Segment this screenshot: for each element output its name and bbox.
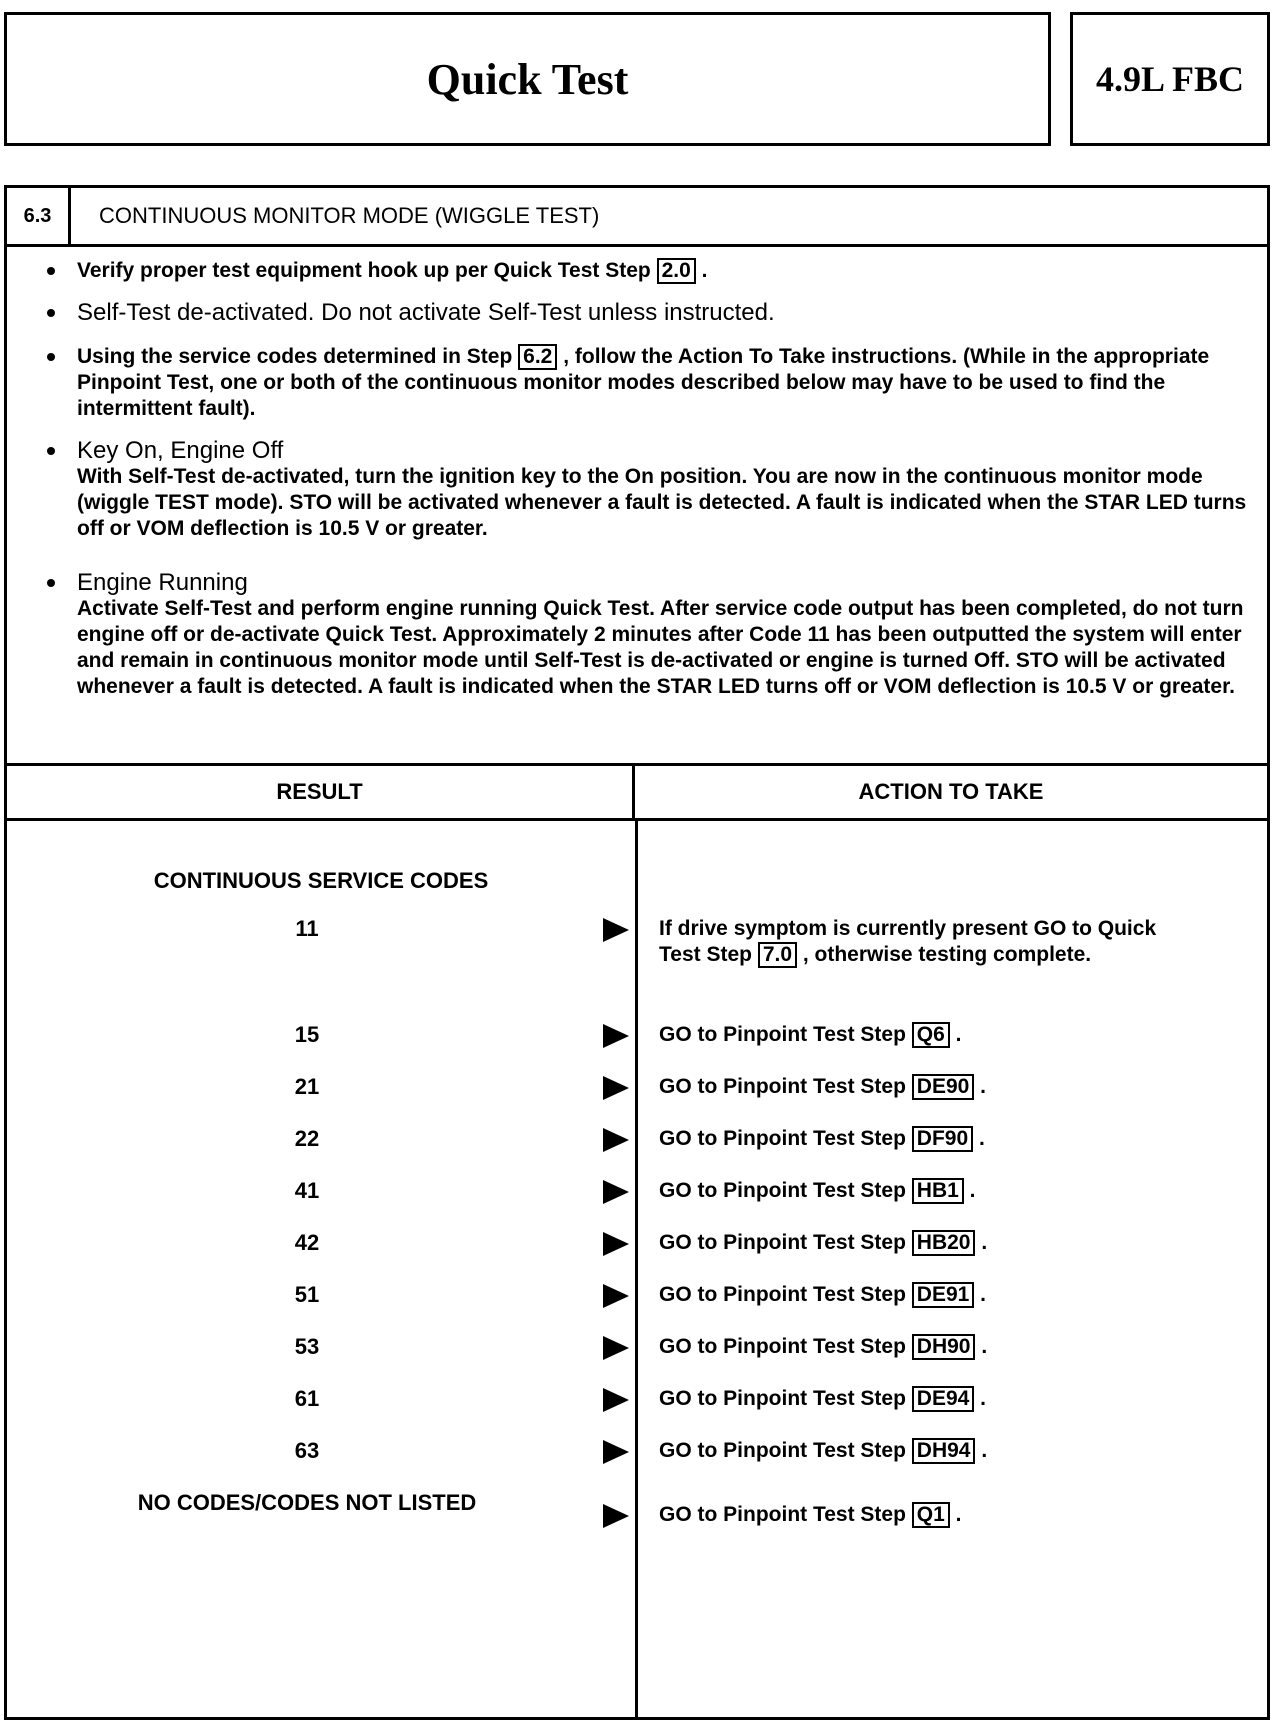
- action-instruction: GO to Pinpoint Test Step: [659, 1179, 906, 1202]
- step-reference: HB20: [912, 1230, 976, 1256]
- arrow-right-icon: [603, 1024, 629, 1048]
- bullet-text: Verify proper test equipment hook up per Quick Test Step: [77, 259, 651, 282]
- action-after: .: [981, 1335, 988, 1358]
- bullet-heading: Key On, Engine Off: [77, 437, 284, 464]
- action-after: .: [981, 1439, 988, 1462]
- service-code: NO CODES/CODES NOT LISTED: [137, 1490, 477, 1515]
- arrow-right-icon: [603, 1180, 629, 1204]
- bullet-dot-icon: [47, 447, 55, 455]
- action-column-header: ACTION TO TAKE: [858, 779, 1044, 804]
- arrow-right-icon: [603, 1388, 629, 1412]
- bullet-text: Self-Test de-activated. Do not activate Self-Test unless instructed.: [77, 299, 775, 326]
- step-reference: DH90: [912, 1334, 976, 1360]
- bullet-dot-icon: [47, 353, 55, 361]
- action-after: , otherwise testing complete.: [802, 943, 1092, 966]
- step-reference: DE91: [912, 1282, 975, 1308]
- table-row: [7, 1438, 1267, 1490]
- table-row: [7, 1074, 1267, 1126]
- step-reference: DH94: [912, 1438, 976, 1464]
- action-text: [659, 1282, 1199, 1308]
- title-box: [4, 12, 1051, 146]
- arrow-right-icon: [603, 1504, 629, 1528]
- table-header: [7, 763, 1267, 821]
- table-row: [7, 1022, 1267, 1074]
- action-instruction: GO to Pinpoint Test Step: [659, 1335, 906, 1358]
- step-reference: DF90: [912, 1126, 973, 1152]
- table-row: [7, 1386, 1267, 1438]
- action-instruction: If drive symptom is currently present GO to Quick Test Step: [659, 917, 1157, 966]
- bullet-body: Activate Self-Test and perform engine running Quick Test. After service code output has been completed, do not turn engine off or de-activate Quick Test. Approximately 2 minutes after Code 11 has been outputted the system will enter and remain in continuous monitor mode until Self-Test is de-activated or engine is turned Off. STO will be activated whenever a fault is detected. A fault is indicated when the STAR LED turns off or VOM deflection is 10.5 V or greater.: [77, 597, 1244, 698]
- service-code: 63: [294, 1438, 320, 1463]
- action-instruction: GO to Pinpoint Test Step: [659, 1075, 906, 1098]
- section-header: [7, 188, 1267, 247]
- service-code: 42: [294, 1230, 320, 1255]
- codes-subtitle: CONTINUOUS SERVICE CODES: [153, 868, 489, 893]
- arrow-right-icon: [603, 1232, 629, 1256]
- action-text: [659, 1230, 1199, 1256]
- bullet-text-after: .: [701, 259, 708, 282]
- step-reference: HB1: [912, 1178, 964, 1204]
- action-after: .: [980, 1075, 986, 1098]
- service-code: 15: [294, 1022, 320, 1047]
- bullet-text: Using the service codes determined in Step: [77, 345, 513, 368]
- service-code: 21: [294, 1074, 320, 1099]
- action-after: .: [969, 1179, 976, 1202]
- action-text: [659, 1022, 1199, 1048]
- section-number: 6.3: [7, 188, 71, 244]
- table-row: [7, 1490, 1267, 1560]
- action-text: [659, 1386, 1199, 1412]
- service-code: 11: [295, 916, 319, 941]
- page-title: Quick Test: [426, 54, 629, 104]
- step-reference: Q1: [912, 1502, 950, 1528]
- service-code: 53: [294, 1334, 320, 1359]
- arrow-right-icon: [603, 1440, 629, 1464]
- step-reference: 2.0: [657, 258, 696, 284]
- action-text: [659, 916, 1199, 968]
- step-reference: Q6: [912, 1022, 950, 1048]
- service-code: 61: [294, 1386, 320, 1411]
- arrow-right-icon: [603, 918, 629, 942]
- table-row: [7, 1282, 1267, 1334]
- action-text: [659, 1334, 1199, 1360]
- action-instruction: GO to Pinpoint Test Step: [659, 1387, 906, 1410]
- bullet-body: With Self-Test de-activated, turn the ignition key to the On position. You are now in the continuous monitor mode (wiggle TEST mode). STO will be activated whenever a fault is detected. A fault is indicated when the STAR LED turns off or VOM deflection is 10.5 V or greater.: [77, 465, 1247, 540]
- action-after: .: [981, 1231, 988, 1254]
- bullet-item: [47, 258, 1247, 284]
- engine-box: [1070, 12, 1270, 146]
- service-code: 22: [294, 1126, 320, 1151]
- action-instruction: GO to Pinpoint Test Step: [659, 1023, 906, 1046]
- arrow-right-icon: [603, 1336, 629, 1360]
- action-after: .: [980, 1283, 986, 1306]
- step-reference: DE90: [912, 1074, 975, 1100]
- action-after: .: [955, 1503, 962, 1526]
- section-title: CONTINUOUS MONITOR MODE (WIGGLE TEST): [99, 203, 600, 228]
- arrow-right-icon: [603, 1076, 629, 1100]
- step-reference: 6.2: [518, 344, 557, 370]
- bullet-dot-icon: [47, 579, 55, 587]
- bullet-item: [47, 570, 1247, 700]
- service-code: 51: [294, 1282, 320, 1307]
- action-after: .: [978, 1127, 985, 1150]
- arrow-right-icon: [603, 1284, 629, 1308]
- action-instruction: GO to Pinpoint Test Step: [659, 1231, 906, 1254]
- bullet-dot-icon: [47, 267, 55, 275]
- action-text: [659, 1438, 1199, 1464]
- step-reference: DE94: [912, 1386, 975, 1412]
- bullet-item: [47, 300, 1247, 327]
- service-code: 41: [294, 1178, 320, 1203]
- action-text: [659, 1074, 1199, 1100]
- table-row: [7, 1126, 1267, 1178]
- result-column-header: RESULT: [7, 766, 635, 818]
- bullet-item: [47, 438, 1247, 542]
- action-text: [659, 1178, 1199, 1204]
- action-text: [659, 1502, 1199, 1528]
- action-instruction: GO to Pinpoint Test Step: [659, 1127, 906, 1150]
- table-row: [7, 916, 1267, 968]
- bullet-heading: Engine Running: [77, 569, 248, 596]
- action-instruction: GO to Pinpoint Test Step: [659, 1439, 906, 1462]
- action-instruction: GO to Pinpoint Test Step: [659, 1503, 906, 1526]
- bullet-item: [47, 344, 1247, 422]
- arrow-right-icon: [603, 1128, 629, 1152]
- action-after: .: [955, 1023, 962, 1046]
- bullet-text-after: , follow the Action To Take instructions. (While in the appropriate Pinpoint Test, one or both of the continuous monitor modes described below may have to be used to find the intermittent fault).: [77, 345, 1210, 420]
- action-instruction: GO to Pinpoint Test Step: [659, 1283, 906, 1306]
- action-after: .: [980, 1387, 986, 1410]
- table-row: [7, 1178, 1267, 1230]
- table-row: [7, 1230, 1267, 1282]
- step-reference: 7.0: [758, 942, 797, 968]
- bullet-dot-icon: [47, 309, 55, 317]
- table-row: [7, 1334, 1267, 1386]
- engine-label: 4.9L FBC: [1095, 59, 1245, 99]
- action-text: [659, 1126, 1199, 1152]
- main-panel: [4, 185, 1270, 1720]
